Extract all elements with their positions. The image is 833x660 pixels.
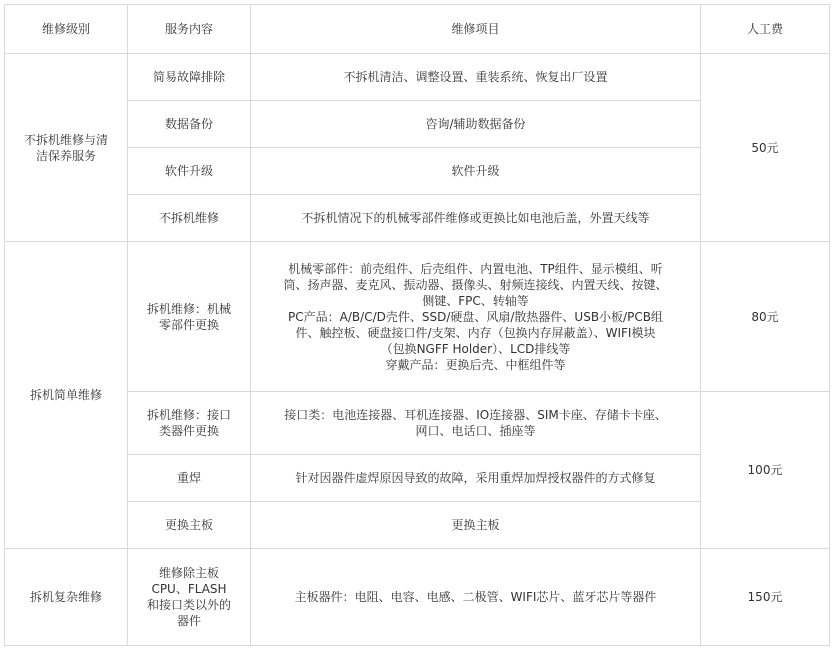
service-cell: 更换主板 [128,502,251,549]
header-row [5,5,830,54]
level-line: 洁保养服务 [35,148,96,163]
service-cell [128,392,251,455]
items-cell [251,242,701,392]
service-cell [128,242,251,392]
table-row [5,549,830,646]
items-line: 接口类：电池连接器、耳机连接器、IO连接器、SIM卡座、存储卡卡座、 [284,408,667,422]
service-cell [128,549,251,646]
repair-fee-table [4,4,830,646]
service-line: 类器件更换 [158,424,219,438]
level-cell: 拆机复杂维修 [5,549,128,646]
fee-cell: 100元 [701,392,830,549]
items-cell: 不拆机情况下的机械零部件维修或更换比如电池后盖，外置天线等 [251,195,701,242]
items-cell: 咨询/辅助数据备份 [251,101,701,148]
service-cell: 不拆机维修 [128,195,251,242]
header-items: 维修项目 [251,5,701,54]
items-cell: 不拆机清洁、调整设置、重装系统、恢复出厂设置 [251,54,701,101]
header-level: 维修级别 [5,5,128,54]
items-line: 机械零部件：前壳组件、后壳组件、内置电池、TP组件、显示模组、听 [288,261,663,276]
table-row [5,392,830,455]
items-cell: 软件升级 [251,148,701,195]
items-cell: 针对因器件虚焊原因导致的故障，采用重焊加焊授权器件的方式修复 [251,455,701,502]
header-service: 服务内容 [128,5,251,54]
service-line: 维修除主板 [158,566,219,580]
service-cell: 简易故障排除 [128,54,251,101]
service-line: CPU、FLASH [151,582,227,596]
service-line: 和接口类以外的 [146,598,231,612]
service-cell: 重焊 [128,455,251,502]
service-line: 拆机维修：机械 [146,301,231,316]
level-cell [5,54,128,242]
items-line: 筒、扬声器、麦克风、振动器、摄像头、射频连接线、内置天线、按键、 [283,277,668,292]
header-fee: 人工费 [701,5,830,54]
items-cell [251,392,701,455]
service-cell: 软件升级 [128,148,251,195]
level-line: 不拆机维修与清 [23,132,108,147]
fee-cell: 150元 [701,549,830,646]
fee-cell: 50元 [701,54,830,242]
level-cell: 拆机简单维修 [5,242,128,549]
items-line: 网口、电话口、插座等 [415,424,536,438]
items-cell: 主板器件：电阻、电容、电感、二极管、WIFI芯片、蓝牙芯片等器件 [251,549,701,646]
service-line: 零部件更换 [158,317,219,332]
items-line: PC产品：A/B/C/D壳件、SSD/硬盘、风扇/散热器件、USB小板/PCB组 [288,309,663,324]
items-line: 侧键、FPC、转轴等 [422,293,529,308]
items-line: 件、触控板、硬盘接口件/支架、内存（包换内存屏蔽盖）、WIFI模块 [295,325,656,340]
service-line: 器件 [176,614,201,628]
service-cell: 数据备份 [128,101,251,148]
table-row [5,242,830,392]
items-line: 穿戴产品：更换后壳、中框组件等 [385,357,566,372]
items-line: （包换NGFF Holder）、LCD排线等 [380,341,571,356]
items-cell: 更换主板 [251,502,701,549]
service-line: 拆机维修：接口 [146,408,231,422]
fee-cell: 80元 [701,242,830,392]
table-row [5,54,830,101]
